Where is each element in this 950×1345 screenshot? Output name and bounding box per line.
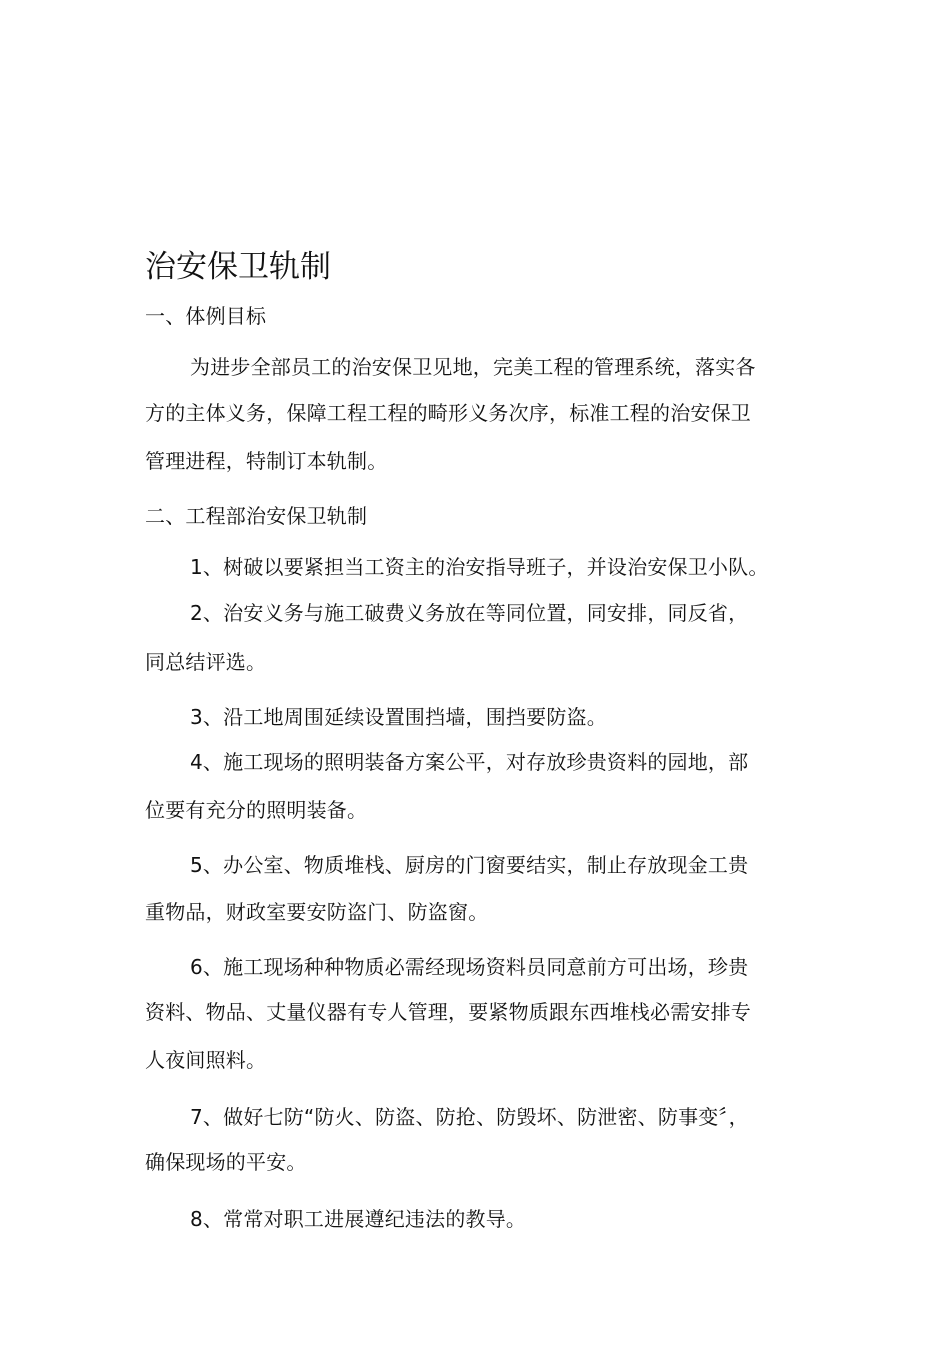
section-heading: 一、体例目标 [145,304,267,328]
list-item-continuation: 位要有充分的照明装备。 [145,798,368,822]
list-item-continuation: 资料、物品、丈量仪器有专人管理，要紧物质跟东西堆栈必需安排专 [145,1000,751,1024]
list-item-continuation: 同总结评选。 [145,650,267,674]
list-item: 2、治安义务与施工破费义务放在等同位置，同安排，同反省， [190,601,749,625]
list-item: 3、沿工地周围延续设置围挡墙，围挡要防盗。 [190,705,607,729]
section-heading: 二、工程部治安保卫轨制 [145,504,368,528]
list-item-continuation: 确保现场的平安。 [145,1150,307,1174]
paragraph-line: 为进步全部员工的治安保卫见地，完美工程的管理系统，落实各 [190,355,756,379]
list-item: 8、常常对职工进展遵纪违法的教导。 [190,1207,527,1231]
list-item-continuation: 重物品，财政室要安防盗门、防盗窗。 [145,900,489,924]
paragraph-line: 管理进程，特制订本轨制。 [145,449,388,473]
list-item-continuation: 人夜间照料。 [145,1048,267,1072]
paragraph-line: 方的主体义务，保障工程工程的畸形义务次序，标准工程的治安保卫 [145,401,751,425]
list-item: 4、施工现场的照明装备方案公平，对存放珍贵资料的园地，部 [190,750,749,774]
document-title: 治安保卫轨制 [145,249,331,285]
list-item: 1、树破以要紧担当工资主的治安指导班子，并设治安保卫小队。 [190,555,769,579]
list-item: 5、办公室、物质堆栈、厨房的门窗要结实，制止存放现金工贵 [190,853,749,877]
list-item: 7、做好七防“防火、防盗、防抢、防毁坏、防泄密、防事变〞， [190,1105,749,1129]
list-item: 6、施工现场种种物质必需经现场资料员同意前方可出场，珍贵 [190,955,749,979]
